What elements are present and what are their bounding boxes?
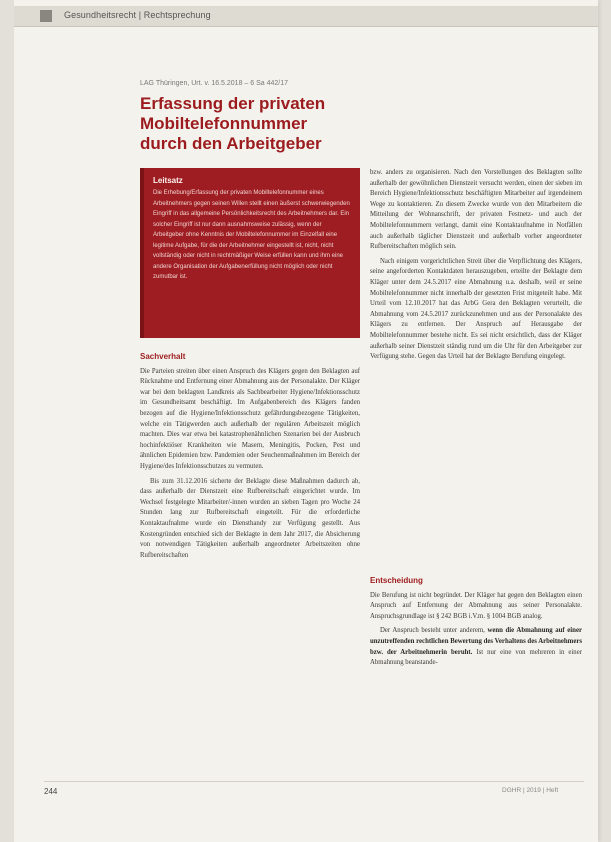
header-section-label: Gesundheitsrecht | Rechtsprechung bbox=[64, 10, 211, 20]
left-column bbox=[140, 352, 360, 565]
header-marker bbox=[40, 10, 52, 22]
court-citation: LAG Thüringen, Urt. v. 16.5.2018 – 6 Sa 442/17 bbox=[140, 80, 289, 87]
right-paragraph-2: Nach einigem vorgerichtlichen Streit über die Verpflichtung des Klägers, seine angeforderten Kontaktdaten herauszugeben, erteilte der Beklagte dem Kläger unter dem 24.5.2017 eine Abmahnung u.a. deshalb, weil er seine Mobiltelefonnummer nicht innerhalb der gesetzten Frist mitgeteilt habe. Mit Urteil vom 12.10.2017 hat das ArbG Gera den Beklagten verurteilt, die Abmahnung vom 24.5.2017 zurückzunehmen und aus der Personalakte des Klägers zu entfernen. Der Anspruch auf Herausgabe der Mobiltelefonnummer bestehe nicht. Es sei nicht ersichtlich, dass der Kläger außerhalb seiner Dienstzeit ständig rund um die Uhr für den Arbeitgeber zur Verfügung stehe. Gegen das Urteil hat der Beklagte Berufung eingelegt. bbox=[370, 257, 582, 361]
entscheidung-p2-start: Der Anspruch besteht unter anderem, bbox=[380, 627, 488, 635]
sachverhalt-heading: Sachverhalt bbox=[140, 352, 186, 361]
entscheidung-section bbox=[370, 576, 582, 673]
entscheidung-p2-end: Ist nur eine von mehreren in einer Abmahnung beanstande- bbox=[370, 648, 582, 667]
leitsatz-box bbox=[140, 168, 360, 338]
right-paragraph-1: bzw. anders zu organisieren. Nach den Vorstellungen des Beklagten sollte außerhalb der gewöhnlichen Dienstzeit versucht werden, einen der sieben im Bereich Hygiene/Infektionsschutz beschäftigten Mitarbeiter auf irgendeinem Wege zu kontaktieren. Zu diesem Zwecke wurde von den Mitarbeitern die Mitteilung der Wohnanschrift, der privaten Festnetz- und auch der Mobiltelefonnummern verlangt, damit eine Kontaktaufnahme in Notfällen auch außerhalb täglicher Dienstzeit und außerhalb vorher angeordneter Rufbereitschaften möglich sein. bbox=[370, 169, 582, 251]
sachverhalt-paragraph-2: Bis zum 31.12.2016 sicherte der Beklagte diese Maßnahmen dadurch ab, dass außerhalb der Dienstzeit eine Rufbereitschaft eingerichtet wurde. Im Wechsel festgelegte Mitarbeiter/-innen wurden an sieben Tagen pro Woche 24 Stunden lang zur Rufbereitschaft eingeteilt. Für die erforderliche Kontaktaufnahme wurde ein Diensthandy zur Verfügung gestellt. Aus Kostengründen entschied sich der Beklagte in dem Jahr 2017, die Absicherung von notwendigen Tätigkeiten außerhalb angeordneter Arbeitszeiten ohne Rufbereitschaften bbox=[140, 477, 360, 559]
title-line-1: Erfassung der privaten Mobiltelefonnummer bbox=[140, 94, 326, 133]
right-column bbox=[370, 168, 582, 367]
entscheidung-paragraph-2 bbox=[370, 626, 582, 668]
entscheidung-heading: Entscheidung bbox=[370, 576, 423, 585]
title-line-2: durch den Arbeitgeber bbox=[140, 134, 322, 153]
footer-divider bbox=[44, 781, 584, 782]
entscheidung-paragraph-1: Die Berufung ist nicht begründet. Der Kläger hat gegen den Beklagten einen Anspruch auf Entfernung der Abmahnung aus seiner Personalakte. Anspruchsgrundlage ist § 242 BGB i.V.m. § 1004 BGB analog. bbox=[370, 591, 582, 620]
entscheidung-p2-bold: wenn die Abmahnung auf einer unzutreffenden rechtlichen Bewertung des Verhaltens des Arbeitnehmers bzw. der Arbeitnehmerin beruht. bbox=[370, 627, 582, 656]
sachverhalt-paragraph-1: Die Parteien streiten über einen Anspruch des Klägers gegen den Beklagten auf Rücknahme und Entfernung einer Abmahnung aus der Personalakte. Der Kläger war bei dem beklagten Landkreis als Sachbearbeiter Hygiene/Infektionsschutz im Gesundheitsamt beschäftigt. Im Aufgabenbereich des Klägers fanden bezogen auf die Hygiene/Infektionsschutz gefährdungsbezogene Tätigkeiten, welche ein Tätigwerden auch außerhalb der regulären Arbeitszeit möglich machten. Dies war etwa bei katastrophenähnlichen Szenarien bei der Ausbruch hochinfektiöser Krankheiten wie Masern, Meningitis, Pocken, Pest und ähnlichen Epidemien bzw. Pandemien oder Seuchenmaßnahmen im Bereich der Hygiene/des Infektionsschutzes zu vermuten. bbox=[140, 367, 360, 470]
leitsatz-heading: Leitsatz bbox=[153, 176, 183, 185]
running-header bbox=[14, 6, 598, 27]
journal-footer: DGHR | 2019 | Heft bbox=[502, 787, 559, 794]
leitsatz-body: Die Erhebung/Erfassung der privaten Mobiltelefonnummer eines Arbeitnehmers gegen seinen Willen stellt einen äußerst schwerwiegenden Eingriff in das allgemeine Persönlichkeitsrecht des Arbeitnehmers dar. Ein solcher Eingriff ist nur dann ausnahmsweise zulässig, wenn der Arbeitgeber ohne Kenntnis der Mobiltelefonnummer im Einzelfall eine legitime Aufgabe, für die der Arbeitnehmer eingestellt ist, nicht, nicht vollständig oder nicht in rechtmäßiger Weise erfüllen kann und ihm eine andere Organisation der Aufgabenerfüllung nicht möglich oder nicht zumutbar ist. bbox=[153, 190, 350, 280]
article-title bbox=[140, 94, 440, 154]
page-number: 244 bbox=[44, 787, 58, 796]
document-page bbox=[14, 0, 598, 842]
